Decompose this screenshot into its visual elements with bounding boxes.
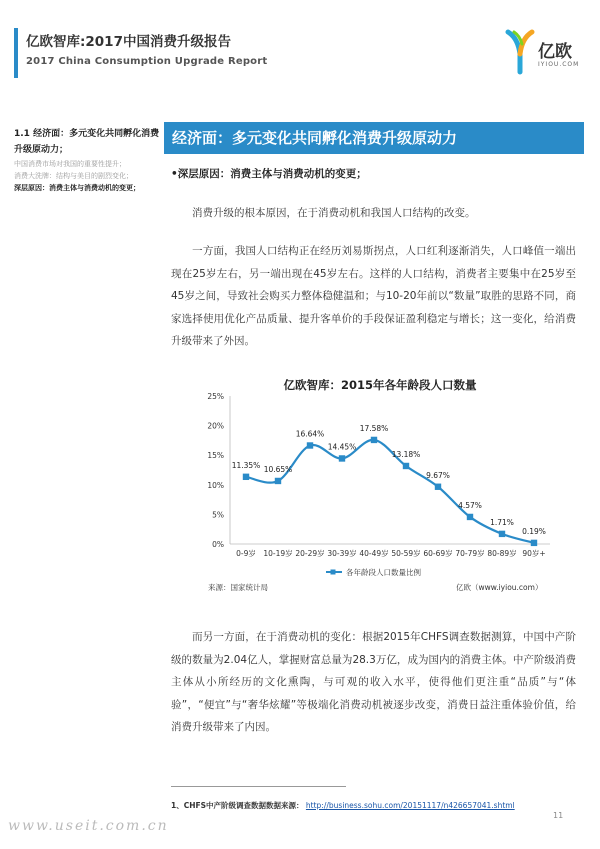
data-point bbox=[307, 442, 313, 448]
footnote-link[interactable]: http://business.sohu.com/20151117/n426657041.shtml bbox=[305, 801, 515, 810]
x-tick-label: 50-59岁 bbox=[391, 549, 421, 558]
paragraph-2-text: 一方面，我国人口结构正在经历刘易斯拐点，人口红利逐渐消失，人口峰值一端出现在25岁左右，另一端出现在45岁左右。这样的人口结构，消费者主要集中在25岁至45岁之间，导致社会购买力整体稳健温和；与10-20年前以“数量”取胜的思路不同，商家选择使用优化产品质量、提升客单价的手段保证盈利稳定与增长；这一变化，给消费升级带来了外因。 bbox=[171, 245, 576, 347]
data-point bbox=[499, 531, 505, 537]
sidebar-item-reshuffle[interactable]: 消费大洗牌：结构与美目的剧烈变化； bbox=[14, 172, 133, 180]
section-banner-title: 经济面：多元变化共同孵化消费升级原动力 bbox=[172, 129, 458, 147]
data-point bbox=[531, 540, 537, 546]
data-point bbox=[403, 463, 409, 469]
sidebar-toc bbox=[14, 126, 160, 194]
data-point bbox=[467, 514, 473, 520]
x-tick-label: 40-49岁 bbox=[359, 549, 389, 558]
header-accent-bar bbox=[14, 28, 18, 78]
x-tick-labels bbox=[236, 548, 546, 558]
x-tick-label: 20-29岁 bbox=[295, 549, 325, 558]
population-chart-svg bbox=[190, 370, 570, 600]
x-tick-label: 80-89岁 bbox=[487, 549, 517, 558]
y-tick-label: 0% bbox=[212, 540, 224, 549]
y-tick-label: 10% bbox=[207, 480, 224, 490]
watermark: www.useit.com.cn bbox=[8, 818, 169, 834]
data-point bbox=[275, 478, 281, 484]
data-label: 9.67% bbox=[426, 470, 450, 480]
sub-heading: •深层原因：消费主体与消费动机的变更； bbox=[171, 168, 367, 180]
report-subtitle: 2017 China Consumption Upgrade Report bbox=[26, 56, 268, 67]
paragraph-1-text: 消费升级的根本原因，在于消费动机和我国人口结构的改变。 bbox=[192, 207, 476, 219]
data-label: 14.45% bbox=[327, 442, 357, 452]
data-label: 17.58% bbox=[359, 423, 389, 433]
legend-marker bbox=[331, 570, 336, 575]
paragraph-3 bbox=[171, 626, 576, 739]
data-point bbox=[339, 455, 345, 461]
data-label: 10.65% bbox=[263, 464, 293, 474]
chart-title: 亿欧智库：2015年各年龄段人口数量 bbox=[283, 378, 477, 392]
x-tick-label: 90岁+ bbox=[522, 549, 546, 558]
data-point bbox=[371, 437, 377, 443]
chart-credit: 亿欧（www.iyiou.com） bbox=[456, 583, 543, 592]
paragraph-2 bbox=[171, 240, 576, 353]
x-tick-label: 70-79岁 bbox=[455, 549, 485, 558]
series-line bbox=[246, 440, 534, 543]
x-tick-label: 30-39岁 bbox=[327, 549, 357, 558]
sidebar-item-importance[interactable]: 中国消费市场对我国的重要性提升； bbox=[14, 160, 126, 168]
x-tick-label: 60-69岁 bbox=[423, 549, 453, 558]
y-tick-label: 5% bbox=[212, 510, 224, 520]
data-label: 1.71% bbox=[490, 517, 514, 527]
paragraph-3-text: 而另一方面，在于消费动机的变化：根据2015年CHFS调查数据测算，中国中产阶级的数量为2.04亿人，掌握财富总量为28.3万亿，成为国内的消费主体。中产阶级消费主体从小所经历的文化熏陶，与可观的收入水平，使得他们更注重“品质”与“体验”，“便宜”与“奢华炫耀”等极端化消费动机被逐步改变，消费日益注重体验价值，给消费升级带来了内因。 bbox=[171, 631, 576, 733]
chart-source: 来源：国家统计局 bbox=[208, 583, 268, 592]
data-label: 13.18% bbox=[391, 449, 421, 459]
logo-name: 亿欧 bbox=[538, 42, 572, 62]
logo-domain: IYIOU.COM bbox=[538, 61, 580, 68]
legend-label: 各年龄段人口数量比例 bbox=[346, 568, 421, 577]
footnote bbox=[171, 800, 515, 811]
data-label: 11.35% bbox=[231, 460, 261, 470]
data-label: 4.57% bbox=[458, 500, 482, 510]
sidebar-section-title: 1.1 经济面：多元变化共同孵化消费升级原动力； bbox=[14, 129, 160, 155]
paragraph-1 bbox=[171, 202, 576, 225]
report-title: 亿欧智库:2017中国消费升级报告 bbox=[26, 34, 231, 50]
x-tick-label: 10-19岁 bbox=[263, 549, 293, 558]
population-chart bbox=[190, 370, 570, 600]
footnote-label: 1、CHFS中产阶级调查数据数据来源： bbox=[171, 801, 304, 810]
footnote-divider bbox=[171, 786, 346, 787]
page-number: 11 bbox=[553, 811, 564, 820]
data-point bbox=[435, 484, 441, 490]
x-tick-label: 0-9岁 bbox=[236, 549, 256, 558]
data-label: 0.19% bbox=[522, 526, 546, 536]
y-tick-label: 25% bbox=[207, 392, 224, 401]
data-point bbox=[243, 474, 249, 480]
data-label: 16.64% bbox=[295, 429, 325, 439]
y-tick-labels bbox=[207, 392, 224, 549]
sidebar-item-deep-cause[interactable]: 深层原因：消费主体与消费动机的变更； bbox=[14, 184, 140, 192]
y-tick-label: 15% bbox=[207, 451, 224, 461]
y-tick-label: 20% bbox=[207, 421, 224, 431]
